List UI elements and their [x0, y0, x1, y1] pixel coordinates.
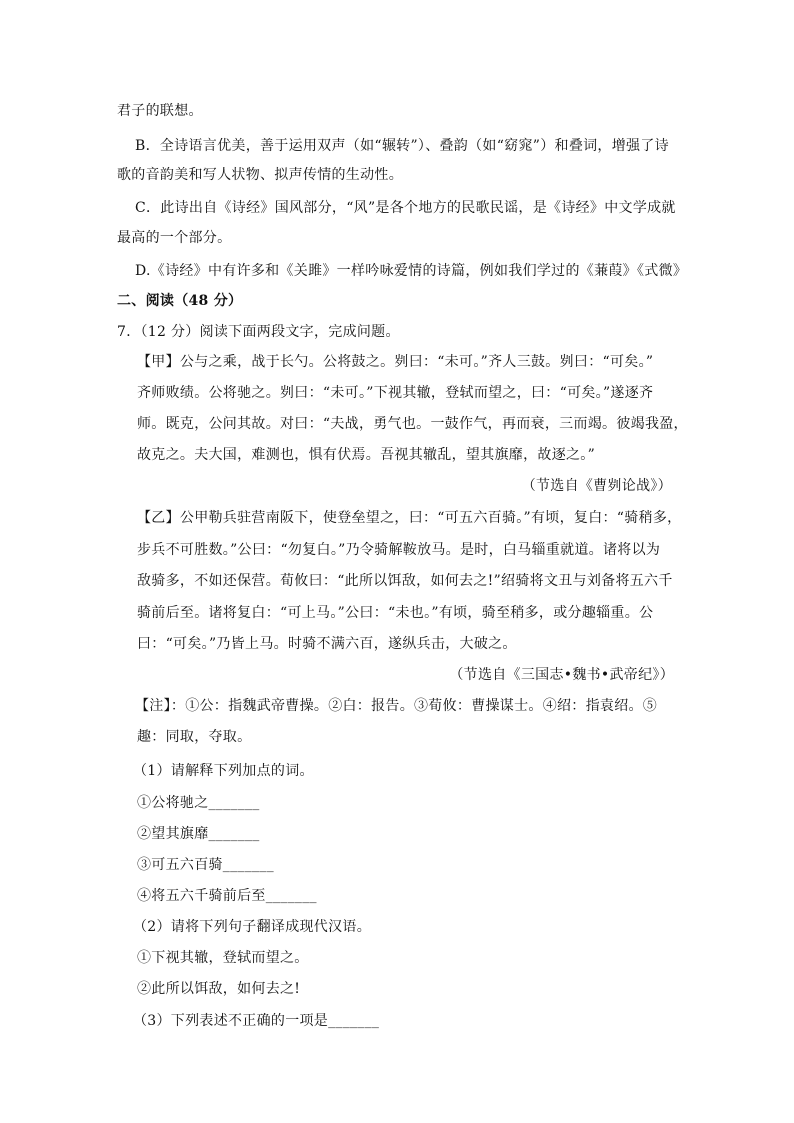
translate-item: ②此所以饵敌，如何去之! [137, 981, 301, 997]
passage-jia: 师。既克，公问其故。对曰：“夫战，勇气也。一鼓作气，再而衰，三而竭。彼竭我盈， [137, 416, 688, 432]
option-c: C．此诗出自《诗经》国风部分，“风”是各个地方的民歌民谣，是《诗经》中文学成就 [135, 200, 676, 216]
text-line: 歌的音韵美和写人状物、拟声传情的生动性。 [117, 167, 403, 183]
passage-yi: 骑前后至。诸将复白：“可上马。”公曰：“未也。”有顷，骑至稍多，或分趣辎重。公 [137, 605, 654, 621]
passage-yi: 敌骑多，不如还保营。荀攸曰：“此所以饵敌，如何去之!”绍骑将文丑与刘备将五六千 [137, 573, 673, 589]
blank-item: ④将五六千骑前后至_______ [137, 888, 317, 904]
section-heading: 二、阅读（48 分） [117, 293, 243, 309]
source-yi: （节选自《三国志•魏书•武帝纪》） [449, 667, 674, 683]
question-title: 7．（12 分）阅读下面两段文字，完成问题。 [117, 324, 400, 340]
option-b: B．全诗语言优美，善于运用双声（如“辗转”）、叠韵（如“窈窕”）和叠词，增强了诗 [135, 138, 669, 154]
notes: 【注】：①公：指魏武帝曹操。②白：报告。③荀攸：曹操谋士。④绍：指袁绍。⑤ [135, 698, 658, 714]
source-jia: （节选自《曹刿论战》） [521, 478, 672, 494]
blank-item: ②望其旗靡_______ [137, 826, 260, 842]
passage-jia: 【甲】公与之乘，战于长勺。公将鼓之。刿曰：“未可。”齐人三鼓。刿曰：“可矣。” [137, 354, 654, 370]
translate-item: ①下视其辙，登轼而望之。 [137, 950, 309, 966]
text-line: 君子的联想。 [117, 103, 203, 119]
passage-yi: 步兵不可胜数。”公曰：“勿复白。”乃令骑解鞍放马。是时，白马辎重就道。诸将以为 [137, 542, 661, 558]
sub-question-2: （2）请将下列句子翻译成现代汉语。 [133, 919, 372, 935]
option-d: D.《诗经》中有许多和《关雎》一样吟咏爱情的诗篇，例如我们学过的《蒹葭》《式微》 [135, 263, 688, 279]
notes: 趣：同取，夺取。 [137, 729, 252, 745]
text-line: 最高的一个部分。 [117, 230, 232, 246]
passage-yi: 【乙】公甲勒兵驻营南阪下，使登垒望之，曰：“可五六百骑。”有顷，复白：“骑稍多， [137, 510, 682, 526]
passage-yi: 曰：“可矣。”乃皆上马。时骑不满六百，遂纵兵击，大破之。 [137, 636, 517, 652]
blank-item: ③可五六百骑_______ [137, 857, 274, 873]
sub-question-3: （3）下列表述不正确的一项是_______ [133, 1013, 380, 1029]
passage-jia: 齐师败绩。公将驰之。刿曰：“未可。”下视其辙，登轼而望之，曰：“可矣。”遂逐齐 [137, 385, 654, 401]
blank-item: ①公将驰之_______ [137, 795, 260, 811]
sub-question-1: （1）请解释下列加点的词。 [133, 763, 314, 779]
passage-jia: 故克之。夫大国，难测也，惧有伏焉。吾视其辙乱，望其旗靡，故逐之。” [137, 447, 596, 463]
